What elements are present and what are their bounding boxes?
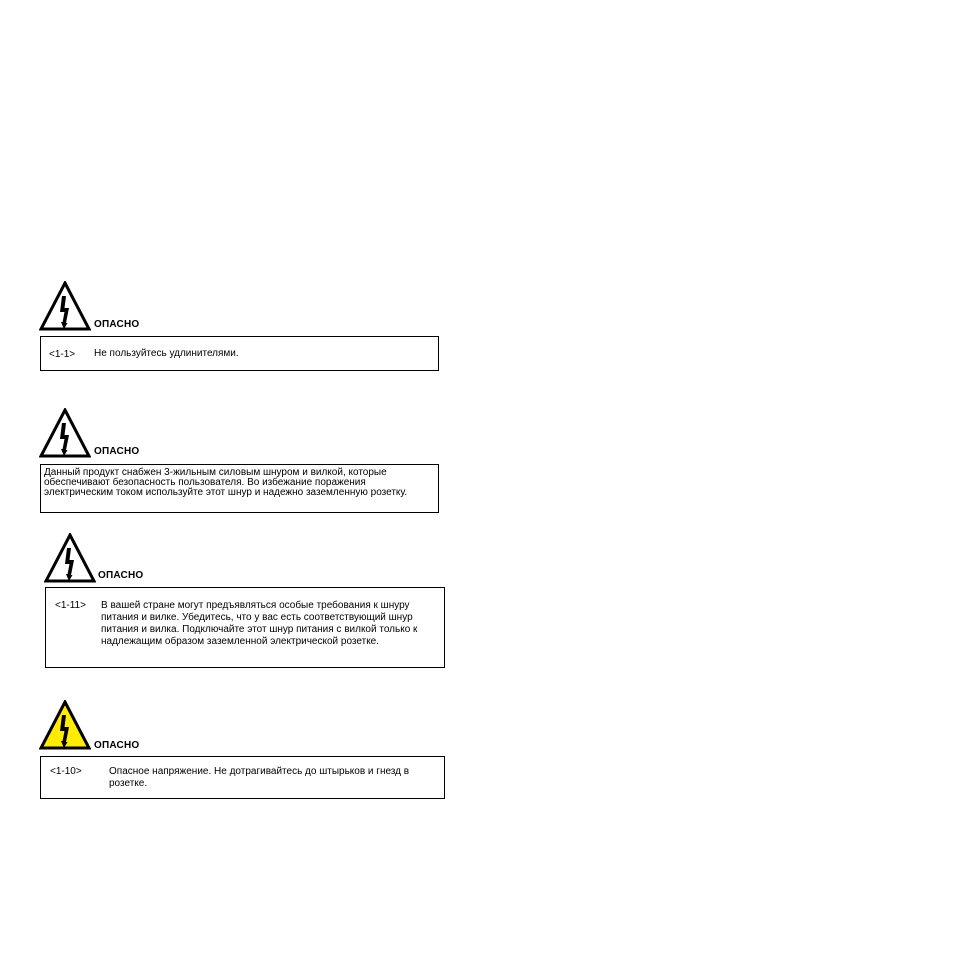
notice-text: Опасное напряжение. Не дотрагивайтесь до штырьков и гнезд в розетке.	[109, 766, 410, 789]
notice-heading: ОПАСНО	[94, 740, 140, 751]
notice-heading: ОПАСНО	[94, 319, 140, 330]
notice-box	[40, 756, 445, 799]
notice-code: <1-11>	[55, 600, 86, 611]
notice-box	[40, 464, 439, 513]
notice-code: <1-10>	[50, 766, 82, 777]
notice-heading: ОПАСНО	[94, 446, 140, 457]
high-voltage-warning-icon	[39, 281, 91, 331]
notice-text: В вашей стране могут предъявляться особые требования к шнуру питания и вилке. Убедитесь, что у вас есть соответствующий шнур питания и вилка. Подключайте этот шнур питания с вилкой только к надлежащим образом заземленной электрической розетке.	[101, 600, 418, 647]
notice-code: <1-1>	[49, 349, 76, 360]
high-voltage-warning-icon	[44, 533, 96, 583]
notice-text: Не пользуйтесь удлинителями.	[94, 348, 239, 359]
notice-text: Данный продукт снабжен 3-жильным силовым шнуром и вилкой, которые обеспечивают безопасность пользователя. Во избежание поражения электрическим током используйте этот шнур и надежно заземленную розетку.	[44, 467, 408, 498]
notice-heading: ОПАСНО	[98, 570, 144, 581]
high-voltage-warning-icon	[39, 408, 91, 458]
notice-box	[40, 336, 439, 371]
high-voltage-warning-icon	[39, 700, 91, 750]
notice-box	[45, 587, 445, 668]
